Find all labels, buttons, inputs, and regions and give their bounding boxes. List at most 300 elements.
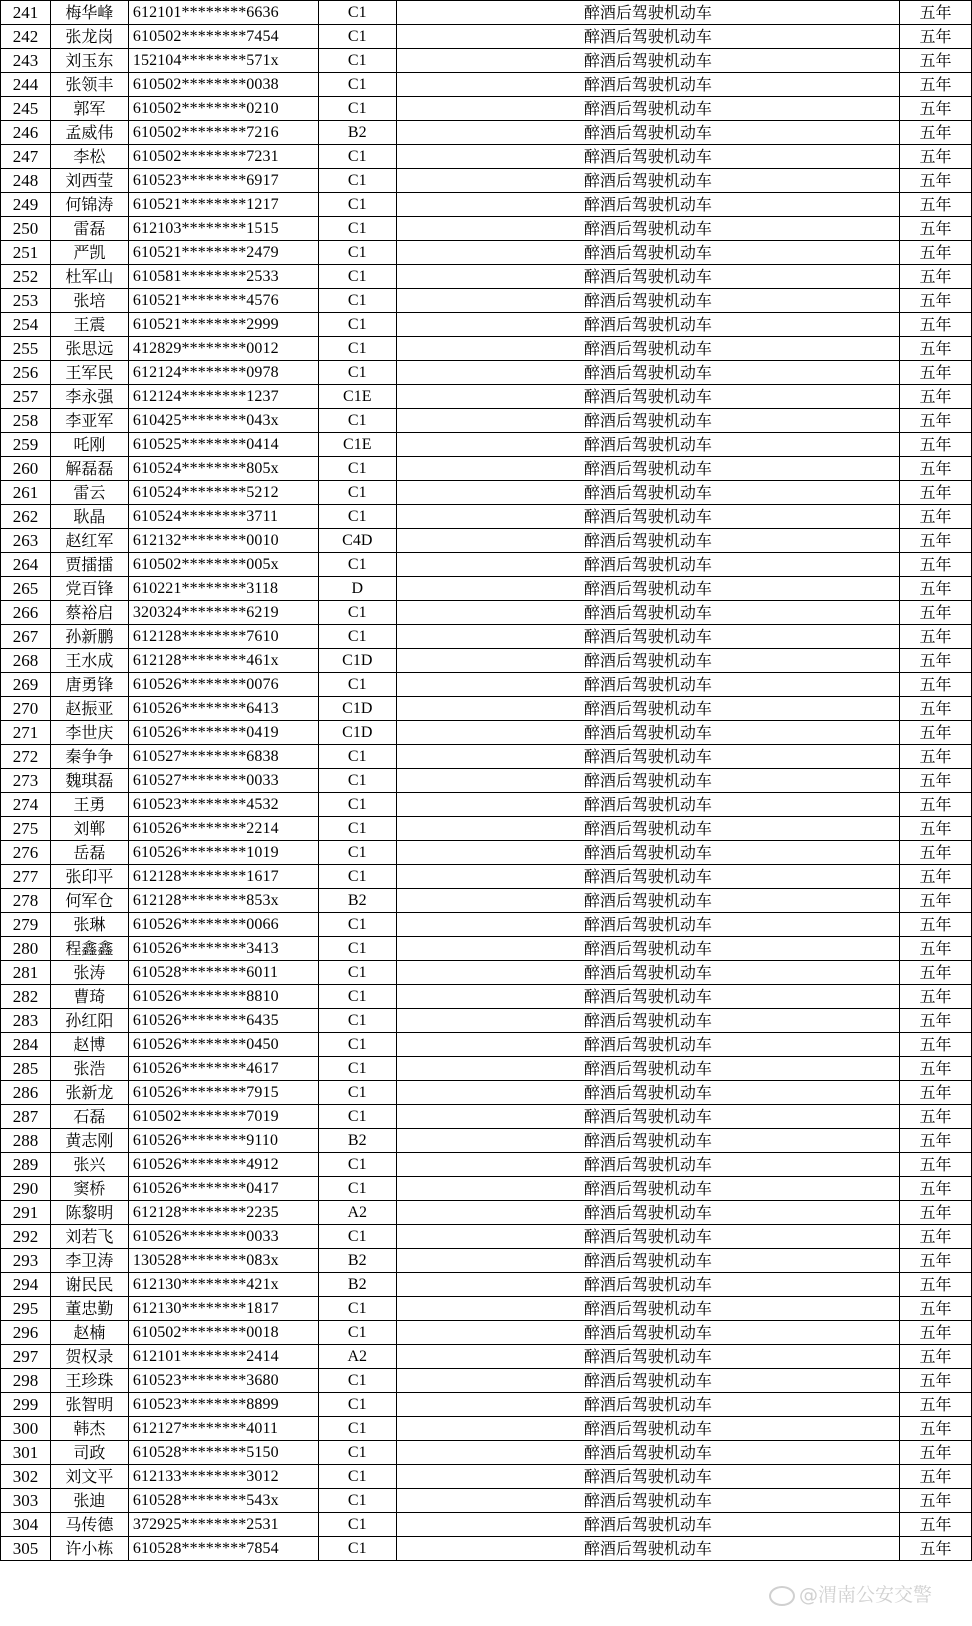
violation-reason-cell: 醉酒后驾驶机动车 bbox=[396, 1369, 899, 1393]
license-class-cell: A2 bbox=[318, 1345, 396, 1369]
driver-name-cell: 耿晶 bbox=[50, 505, 128, 529]
driver-name-cell: 秦争争 bbox=[50, 745, 128, 769]
row-number-cell: 294 bbox=[1, 1273, 51, 1297]
table-row bbox=[1, 1009, 972, 1033]
license-class-cell: B2 bbox=[318, 1129, 396, 1153]
row-number-cell: 253 bbox=[1, 289, 51, 313]
driver-name-cell: 张新龙 bbox=[50, 1081, 128, 1105]
penalty-cell: 五年 bbox=[900, 337, 972, 361]
penalty-cell: 五年 bbox=[900, 745, 972, 769]
license-class-cell: C1 bbox=[318, 73, 396, 97]
row-number-cell: 246 bbox=[1, 121, 51, 145]
driver-name-cell: 张智明 bbox=[50, 1393, 128, 1417]
violation-reason-cell: 醉酒后驾驶机动车 bbox=[396, 1513, 899, 1537]
penalty-cell: 五年 bbox=[900, 889, 972, 913]
row-number-cell: 259 bbox=[1, 433, 51, 457]
penalty-cell: 五年 bbox=[900, 865, 972, 889]
driver-name-cell: 曹琦 bbox=[50, 985, 128, 1009]
penalty-cell: 五年 bbox=[900, 73, 972, 97]
violation-reason-cell: 醉酒后驾驶机动车 bbox=[396, 817, 899, 841]
violation-reason-cell: 醉酒后驾驶机动车 bbox=[396, 145, 899, 169]
id-number-cell: 610528********5150 bbox=[128, 1441, 318, 1465]
license-class-cell: C1 bbox=[318, 409, 396, 433]
penalty-cell: 五年 bbox=[900, 505, 972, 529]
table-row bbox=[1, 1225, 972, 1249]
penalty-cell: 五年 bbox=[900, 1321, 972, 1345]
table-row bbox=[1, 217, 972, 241]
violation-reason-cell: 醉酒后驾驶机动车 bbox=[396, 1465, 899, 1489]
violation-reason-cell: 醉酒后驾驶机动车 bbox=[396, 1537, 899, 1561]
table-row bbox=[1, 1033, 972, 1057]
violation-reason-cell: 醉酒后驾驶机动车 bbox=[396, 361, 899, 385]
license-class-cell: C1 bbox=[318, 1441, 396, 1465]
license-class-cell: C1 bbox=[318, 1009, 396, 1033]
driver-name-cell: 张思远 bbox=[50, 337, 128, 361]
violation-reason-cell: 醉酒后驾驶机动车 bbox=[396, 673, 899, 697]
violation-reason-cell: 醉酒后驾驶机动车 bbox=[396, 1153, 899, 1177]
violation-reason-cell: 醉酒后驾驶机动车 bbox=[396, 937, 899, 961]
id-number-cell: 610526********0076 bbox=[128, 673, 318, 697]
penalty-cell: 五年 bbox=[900, 1345, 972, 1369]
id-number-cell: 612130********421x bbox=[128, 1273, 318, 1297]
row-number-cell: 300 bbox=[1, 1417, 51, 1441]
row-number-cell: 301 bbox=[1, 1441, 51, 1465]
row-number-cell: 272 bbox=[1, 745, 51, 769]
driver-name-cell: 孟威伟 bbox=[50, 121, 128, 145]
violation-reason-cell: 醉酒后驾驶机动车 bbox=[396, 1345, 899, 1369]
license-class-cell: B2 bbox=[318, 121, 396, 145]
driver-name-cell: 赵振亚 bbox=[50, 697, 128, 721]
id-number-cell: 610526********0066 bbox=[128, 913, 318, 937]
id-number-cell: 610521********1217 bbox=[128, 193, 318, 217]
violation-reason-cell: 醉酒后驾驶机动车 bbox=[396, 697, 899, 721]
row-number-cell: 260 bbox=[1, 457, 51, 481]
violation-reason-cell: 醉酒后驾驶机动车 bbox=[396, 25, 899, 49]
license-class-cell: C1 bbox=[318, 361, 396, 385]
license-class-cell: C1 bbox=[318, 1417, 396, 1441]
license-class-cell: C1 bbox=[318, 505, 396, 529]
table-row bbox=[1, 1057, 972, 1081]
row-number-cell: 279 bbox=[1, 913, 51, 937]
table-row bbox=[1, 1153, 972, 1177]
penalty-cell: 五年 bbox=[900, 1057, 972, 1081]
driver-name-cell: 岳磊 bbox=[50, 841, 128, 865]
driver-name-cell: 李松 bbox=[50, 145, 128, 169]
penalty-cell: 五年 bbox=[900, 457, 972, 481]
table-row bbox=[1, 433, 972, 457]
license-class-cell: C1E bbox=[318, 385, 396, 409]
row-number-cell: 241 bbox=[1, 1, 51, 25]
license-class-cell: C1 bbox=[318, 1153, 396, 1177]
id-number-cell: 610502********7019 bbox=[128, 1105, 318, 1129]
penalty-cell: 五年 bbox=[900, 601, 972, 625]
license-class-cell: B2 bbox=[318, 1249, 396, 1273]
id-number-cell: 612128********7610 bbox=[128, 625, 318, 649]
id-number-cell: 610526********0417 bbox=[128, 1177, 318, 1201]
violation-reason-cell: 醉酒后驾驶机动车 bbox=[396, 1009, 899, 1033]
table-row bbox=[1, 1129, 972, 1153]
violation-reason-cell: 醉酒后驾驶机动车 bbox=[396, 265, 899, 289]
driver-name-cell: 雷磊 bbox=[50, 217, 128, 241]
row-number-cell: 283 bbox=[1, 1009, 51, 1033]
violation-reason-cell: 醉酒后驾驶机动车 bbox=[396, 1489, 899, 1513]
violation-reason-cell: 醉酒后驾驶机动车 bbox=[396, 1033, 899, 1057]
license-class-cell: C1 bbox=[318, 1033, 396, 1057]
violation-reason-cell: 醉酒后驾驶机动车 bbox=[396, 313, 899, 337]
violation-reason-cell: 醉酒后驾驶机动车 bbox=[396, 49, 899, 73]
penalty-cell: 五年 bbox=[900, 1489, 972, 1513]
license-class-cell: C1 bbox=[318, 1393, 396, 1417]
driver-name-cell: 孙红阳 bbox=[50, 1009, 128, 1033]
table-row bbox=[1, 1081, 972, 1105]
license-class-cell: C4D bbox=[318, 529, 396, 553]
id-number-cell: 612101********2414 bbox=[128, 1345, 318, 1369]
id-number-cell: 612124********0978 bbox=[128, 361, 318, 385]
penalty-cell: 五年 bbox=[900, 49, 972, 73]
table-row bbox=[1, 1513, 972, 1537]
row-number-cell: 270 bbox=[1, 697, 51, 721]
table-row bbox=[1, 625, 972, 649]
license-class-cell: C1 bbox=[318, 1513, 396, 1537]
driver-name-cell: 贺权录 bbox=[50, 1345, 128, 1369]
license-class-cell: C1 bbox=[318, 217, 396, 241]
id-number-cell: 610526********0419 bbox=[128, 721, 318, 745]
penalty-cell: 五年 bbox=[900, 937, 972, 961]
penalty-cell: 五年 bbox=[900, 673, 972, 697]
violation-reason-cell: 醉酒后驾驶机动车 bbox=[396, 793, 899, 817]
penalty-cell: 五年 bbox=[900, 1153, 972, 1177]
license-class-cell: A2 bbox=[318, 1201, 396, 1225]
row-number-cell: 261 bbox=[1, 481, 51, 505]
penalty-cell: 五年 bbox=[900, 1009, 972, 1033]
license-class-cell: C1 bbox=[318, 241, 396, 265]
penalty-cell: 五年 bbox=[900, 961, 972, 985]
table-row bbox=[1, 577, 972, 601]
table-row bbox=[1, 25, 972, 49]
driver-name-cell: 刘文平 bbox=[50, 1465, 128, 1489]
violation-reason-cell: 醉酒后驾驶机动车 bbox=[396, 769, 899, 793]
row-number-cell: 288 bbox=[1, 1129, 51, 1153]
id-number-cell: 610525********0414 bbox=[128, 433, 318, 457]
license-class-cell: C1 bbox=[318, 481, 396, 505]
table-row bbox=[1, 121, 972, 145]
row-number-cell: 289 bbox=[1, 1153, 51, 1177]
penalty-cell: 五年 bbox=[900, 1129, 972, 1153]
id-number-cell: 610526********6413 bbox=[128, 697, 318, 721]
violation-reason-cell: 醉酒后驾驶机动车 bbox=[396, 529, 899, 553]
violation-reason-cell: 醉酒后驾驶机动车 bbox=[396, 73, 899, 97]
weibo-logo-icon bbox=[769, 1586, 795, 1606]
table-row bbox=[1, 409, 972, 433]
row-number-cell: 285 bbox=[1, 1057, 51, 1081]
license-class-cell: C1 bbox=[318, 865, 396, 889]
driver-name-cell: 郭军 bbox=[50, 97, 128, 121]
row-number-cell: 290 bbox=[1, 1177, 51, 1201]
driver-name-cell: 张印平 bbox=[50, 865, 128, 889]
id-number-cell: 612103********1515 bbox=[128, 217, 318, 241]
id-number-cell: 320324********6219 bbox=[128, 601, 318, 625]
row-number-cell: 287 bbox=[1, 1105, 51, 1129]
violation-reason-cell: 醉酒后驾驶机动车 bbox=[396, 841, 899, 865]
license-class-cell: C1 bbox=[318, 841, 396, 865]
license-class-cell: C1 bbox=[318, 1105, 396, 1129]
id-number-cell: 612128********853x bbox=[128, 889, 318, 913]
violation-reason-cell: 醉酒后驾驶机动车 bbox=[396, 457, 899, 481]
driver-name-cell: 刘西莹 bbox=[50, 169, 128, 193]
penalty-cell: 五年 bbox=[900, 553, 972, 577]
license-class-cell: C1 bbox=[318, 601, 396, 625]
table-row bbox=[1, 385, 972, 409]
violation-reason-cell: 醉酒后驾驶机动车 bbox=[396, 1417, 899, 1441]
penalty-cell: 五年 bbox=[900, 697, 972, 721]
license-class-cell: C1 bbox=[318, 313, 396, 337]
penalty-cell: 五年 bbox=[900, 289, 972, 313]
license-class-cell: C1D bbox=[318, 721, 396, 745]
driver-name-cell: 李永强 bbox=[50, 385, 128, 409]
driver-name-cell: 马传德 bbox=[50, 1513, 128, 1537]
license-class-cell: C1 bbox=[318, 1297, 396, 1321]
row-number-cell: 264 bbox=[1, 553, 51, 577]
table-row bbox=[1, 961, 972, 985]
id-number-cell: 610521********4576 bbox=[128, 289, 318, 313]
violation-reason-cell: 醉酒后驾驶机动车 bbox=[396, 505, 899, 529]
id-number-cell: 610521********2999 bbox=[128, 313, 318, 337]
license-class-cell: C1 bbox=[318, 673, 396, 697]
penalty-cell: 五年 bbox=[900, 577, 972, 601]
penalty-cell: 五年 bbox=[900, 433, 972, 457]
table-row bbox=[1, 601, 972, 625]
table-row bbox=[1, 721, 972, 745]
driver-name-cell: 解磊磊 bbox=[50, 457, 128, 481]
id-number-cell: 610581********2533 bbox=[128, 265, 318, 289]
violation-reason-cell: 醉酒后驾驶机动车 bbox=[396, 193, 899, 217]
row-number-cell: 268 bbox=[1, 649, 51, 673]
penalty-cell: 五年 bbox=[900, 1417, 972, 1441]
id-number-cell: 610502********7216 bbox=[128, 121, 318, 145]
id-number-cell: 610502********0038 bbox=[128, 73, 318, 97]
row-number-cell: 274 bbox=[1, 793, 51, 817]
row-number-cell: 242 bbox=[1, 25, 51, 49]
table-row bbox=[1, 1105, 972, 1129]
table-row bbox=[1, 553, 972, 577]
violation-reason-cell: 醉酒后驾驶机动车 bbox=[396, 1321, 899, 1345]
id-number-cell: 372925********2531 bbox=[128, 1513, 318, 1537]
driver-name-cell: 魏琪磊 bbox=[50, 769, 128, 793]
penalty-cell: 五年 bbox=[900, 1513, 972, 1537]
violation-reason-cell: 醉酒后驾驶机动车 bbox=[396, 865, 899, 889]
table-row bbox=[1, 49, 972, 73]
penalty-cell: 五年 bbox=[900, 217, 972, 241]
penalty-cell: 五年 bbox=[900, 1465, 972, 1489]
id-number-cell: 610526********9110 bbox=[128, 1129, 318, 1153]
row-number-cell: 251 bbox=[1, 241, 51, 265]
penalty-cell: 五年 bbox=[900, 409, 972, 433]
id-number-cell: 610526********8810 bbox=[128, 985, 318, 1009]
license-class-cell: C1 bbox=[318, 817, 396, 841]
driver-name-cell: 谢民民 bbox=[50, 1273, 128, 1297]
violation-reason-cell: 醉酒后驾驶机动车 bbox=[396, 1225, 899, 1249]
driver-name-cell: 何锦涛 bbox=[50, 193, 128, 217]
table-row bbox=[1, 841, 972, 865]
id-number-cell: 412829********0012 bbox=[128, 337, 318, 361]
driver-name-cell: 唐勇锋 bbox=[50, 673, 128, 697]
license-class-cell: C1 bbox=[318, 745, 396, 769]
penalty-cell: 五年 bbox=[900, 265, 972, 289]
id-number-cell: 610526********7915 bbox=[128, 1081, 318, 1105]
penalty-cell: 五年 bbox=[900, 1249, 972, 1273]
violation-reason-cell: 醉酒后驾驶机动车 bbox=[396, 433, 899, 457]
penalty-cell: 五年 bbox=[900, 529, 972, 553]
driver-name-cell: 李卫涛 bbox=[50, 1249, 128, 1273]
violation-reason-cell: 醉酒后驾驶机动车 bbox=[396, 553, 899, 577]
violation-reason-cell: 醉酒后驾驶机动车 bbox=[396, 1201, 899, 1225]
driver-name-cell: 王水成 bbox=[50, 649, 128, 673]
driver-name-cell: 严凯 bbox=[50, 241, 128, 265]
id-number-cell: 612101********6636 bbox=[128, 1, 318, 25]
row-number-cell: 284 bbox=[1, 1033, 51, 1057]
id-number-cell: 612133********3012 bbox=[128, 1465, 318, 1489]
id-number-cell: 610521********2479 bbox=[128, 241, 318, 265]
penalty-cell: 五年 bbox=[900, 649, 972, 673]
license-class-cell: C1 bbox=[318, 1177, 396, 1201]
violation-reason-cell: 醉酒后驾驶机动车 bbox=[396, 217, 899, 241]
row-number-cell: 244 bbox=[1, 73, 51, 97]
driver-name-cell: 张培 bbox=[50, 289, 128, 313]
row-number-cell: 282 bbox=[1, 985, 51, 1009]
row-number-cell: 286 bbox=[1, 1081, 51, 1105]
driver-name-cell: 刘郸 bbox=[50, 817, 128, 841]
id-number-cell: 610526********0450 bbox=[128, 1033, 318, 1057]
id-number-cell: 610524********5212 bbox=[128, 481, 318, 505]
violation-reason-cell: 醉酒后驾驶机动车 bbox=[396, 889, 899, 913]
id-number-cell: 610502********0018 bbox=[128, 1321, 318, 1345]
id-number-cell: 610526********6435 bbox=[128, 1009, 318, 1033]
row-number-cell: 262 bbox=[1, 505, 51, 529]
driver-name-cell: 贾擂擂 bbox=[50, 553, 128, 577]
id-number-cell: 610528********543x bbox=[128, 1489, 318, 1513]
penalty-cell: 五年 bbox=[900, 1537, 972, 1561]
id-number-cell: 612132********0010 bbox=[128, 529, 318, 553]
table-row bbox=[1, 313, 972, 337]
driver-name-cell: 张领丰 bbox=[50, 73, 128, 97]
driver-name-cell: 程鑫鑫 bbox=[50, 937, 128, 961]
driver-name-cell: 王军民 bbox=[50, 361, 128, 385]
license-class-cell: C1 bbox=[318, 1225, 396, 1249]
table-row bbox=[1, 793, 972, 817]
driver-name-cell: 何军仓 bbox=[50, 889, 128, 913]
id-number-cell: 610502********005x bbox=[128, 553, 318, 577]
license-class-cell: C1 bbox=[318, 1369, 396, 1393]
violation-reason-cell: 醉酒后驾驶机动车 bbox=[396, 1393, 899, 1417]
violation-reason-cell: 醉酒后驾驶机动车 bbox=[396, 577, 899, 601]
table-row bbox=[1, 1465, 972, 1489]
license-class-cell: C1 bbox=[318, 1, 396, 25]
table-row bbox=[1, 673, 972, 697]
penalty-cell: 五年 bbox=[900, 625, 972, 649]
row-number-cell: 271 bbox=[1, 721, 51, 745]
table-row bbox=[1, 985, 972, 1009]
driver-name-cell: 赵博 bbox=[50, 1033, 128, 1057]
table-row bbox=[1, 97, 972, 121]
driver-name-cell: 刘若飞 bbox=[50, 1225, 128, 1249]
license-class-cell: C1 bbox=[318, 25, 396, 49]
id-number-cell: 612124********1237 bbox=[128, 385, 318, 409]
violation-reason-cell: 醉酒后驾驶机动车 bbox=[396, 913, 899, 937]
driver-name-cell: 韩杰 bbox=[50, 1417, 128, 1441]
license-class-cell: C1D bbox=[318, 697, 396, 721]
penalty-cell: 五年 bbox=[900, 169, 972, 193]
table-row bbox=[1, 1537, 972, 1561]
table-row bbox=[1, 1, 972, 25]
license-class-cell: C1D bbox=[318, 649, 396, 673]
id-number-cell: 610524********805x bbox=[128, 457, 318, 481]
row-number-cell: 249 bbox=[1, 193, 51, 217]
row-number-cell: 250 bbox=[1, 217, 51, 241]
penalty-cell: 五年 bbox=[900, 241, 972, 265]
penalty-cell: 五年 bbox=[900, 1393, 972, 1417]
violation-reason-cell: 醉酒后驾驶机动车 bbox=[396, 1057, 899, 1081]
row-number-cell: 243 bbox=[1, 49, 51, 73]
table-row bbox=[1, 529, 972, 553]
penalty-cell: 五年 bbox=[900, 1177, 972, 1201]
penalty-cell: 五年 bbox=[900, 817, 972, 841]
driver-name-cell: 陈黎明 bbox=[50, 1201, 128, 1225]
id-number-cell: 610526********3413 bbox=[128, 937, 318, 961]
license-class-cell: C1 bbox=[318, 457, 396, 481]
id-number-cell: 610527********6838 bbox=[128, 745, 318, 769]
license-class-cell: C1 bbox=[318, 1489, 396, 1513]
table-row bbox=[1, 649, 972, 673]
row-number-cell: 280 bbox=[1, 937, 51, 961]
penalty-cell: 五年 bbox=[900, 1441, 972, 1465]
row-number-cell: 277 bbox=[1, 865, 51, 889]
violation-reason-cell: 醉酒后驾驶机动车 bbox=[396, 1105, 899, 1129]
penalty-cell: 五年 bbox=[900, 25, 972, 49]
row-number-cell: 304 bbox=[1, 1513, 51, 1537]
table-row bbox=[1, 241, 972, 265]
driver-name-cell: 赵红军 bbox=[50, 529, 128, 553]
id-number-cell: 610502********0210 bbox=[128, 97, 318, 121]
license-class-cell: D bbox=[318, 577, 396, 601]
row-number-cell: 305 bbox=[1, 1537, 51, 1561]
driver-name-cell: 党百锋 bbox=[50, 577, 128, 601]
id-number-cell: 610526********0033 bbox=[128, 1225, 318, 1249]
row-number-cell: 292 bbox=[1, 1225, 51, 1249]
violation-reason-cell: 醉酒后驾驶机动车 bbox=[396, 1081, 899, 1105]
license-class-cell: C1 bbox=[318, 553, 396, 577]
license-class-cell: C1E bbox=[318, 433, 396, 457]
id-number-cell: 612127********4011 bbox=[128, 1417, 318, 1441]
license-class-cell: C1 bbox=[318, 97, 396, 121]
id-number-cell: 152104********571x bbox=[128, 49, 318, 73]
penalty-cell: 五年 bbox=[900, 769, 972, 793]
penalty-cell: 五年 bbox=[900, 1273, 972, 1297]
penalty-cell: 五年 bbox=[900, 361, 972, 385]
penalty-cell: 五年 bbox=[900, 1369, 972, 1393]
penalty-cell: 五年 bbox=[900, 985, 972, 1009]
driver-name-cell: 张琳 bbox=[50, 913, 128, 937]
id-number-cell: 610523********3680 bbox=[128, 1369, 318, 1393]
table-row bbox=[1, 457, 972, 481]
driver-name-cell: 司政 bbox=[50, 1441, 128, 1465]
watermark-text: @渭南公安交警 bbox=[798, 1584, 932, 1606]
violation-reason-cell: 醉酒后驾驶机动车 bbox=[396, 649, 899, 673]
id-number-cell: 610523********6917 bbox=[128, 169, 318, 193]
violation-reason-cell: 醉酒后驾驶机动车 bbox=[396, 1177, 899, 1201]
penalty-cell: 五年 bbox=[900, 1225, 972, 1249]
table-row bbox=[1, 1321, 972, 1345]
violation-reason-cell: 醉酒后驾驶机动车 bbox=[396, 1129, 899, 1153]
